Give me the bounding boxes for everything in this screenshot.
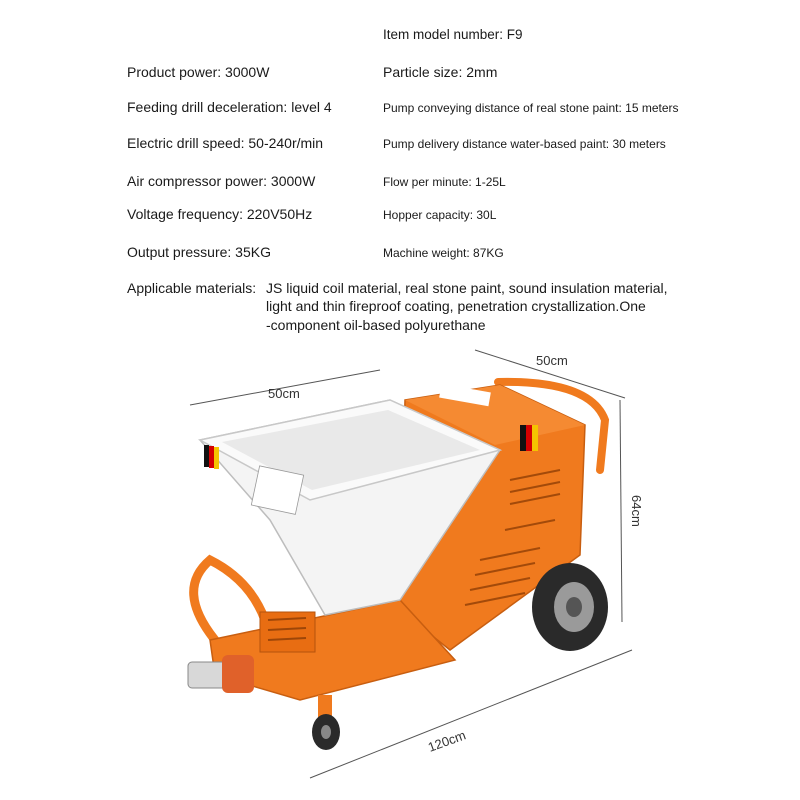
flag-gold	[532, 425, 538, 451]
front-caster	[312, 695, 340, 750]
hopper-flag-gold	[214, 447, 219, 469]
dim-length: 120cm	[425, 727, 468, 755]
pump-body	[222, 655, 254, 693]
flag-red	[526, 425, 532, 451]
spec-voltage: Voltage frequency: 220V50Hz	[127, 206, 313, 222]
dim-hopper-width: 50cm	[268, 386, 300, 401]
hopper-flag-red	[209, 446, 214, 468]
machine-illustration	[0, 330, 800, 800]
spec-output-pressure: Output pressure: 35KG	[127, 244, 271, 260]
spec-particle-size: Particle size: 2mm	[383, 64, 498, 80]
spec-flow: Flow per minute: 1-25L	[383, 175, 506, 189]
materials-line-2: light and thin fireproof coating, penetration crystallization.One	[266, 298, 646, 314]
front-handle	[194, 560, 265, 640]
spec-air-compressor: Air compressor power: 3000W	[127, 173, 316, 189]
model-number: Item model number: F9	[383, 27, 523, 42]
spec-machine-weight: Machine weight: 87KG	[383, 246, 504, 260]
spec-stone-paint-distance: Pump conveying distance of real stone paint: 15 meters	[383, 101, 679, 115]
spec-feeding-deceleration: Feeding drill deceleration: level 4	[127, 99, 332, 115]
spec-product-power: Product power: 3000W	[127, 64, 270, 80]
dim-depth: 50cm	[536, 353, 568, 368]
flag-black	[520, 425, 526, 451]
spec-water-paint-distance: Pump delivery distance water-based paint: 30 meters	[383, 137, 666, 151]
materials-line-3: -component oil-based polyurethane	[266, 317, 486, 333]
materials-label: Applicable materials:	[127, 280, 257, 296]
rear-wheel	[532, 563, 608, 651]
dim-height: 64cm	[629, 495, 644, 527]
materials-line-1: JS liquid coil material, real stone paint, sound insulation material,	[266, 280, 668, 296]
spec-drill-speed: Electric drill speed: 50-240r/min	[127, 135, 324, 151]
spec-hopper-capacity: Hopper capacity: 30L	[383, 208, 497, 222]
hopper-flag-black	[204, 445, 209, 467]
